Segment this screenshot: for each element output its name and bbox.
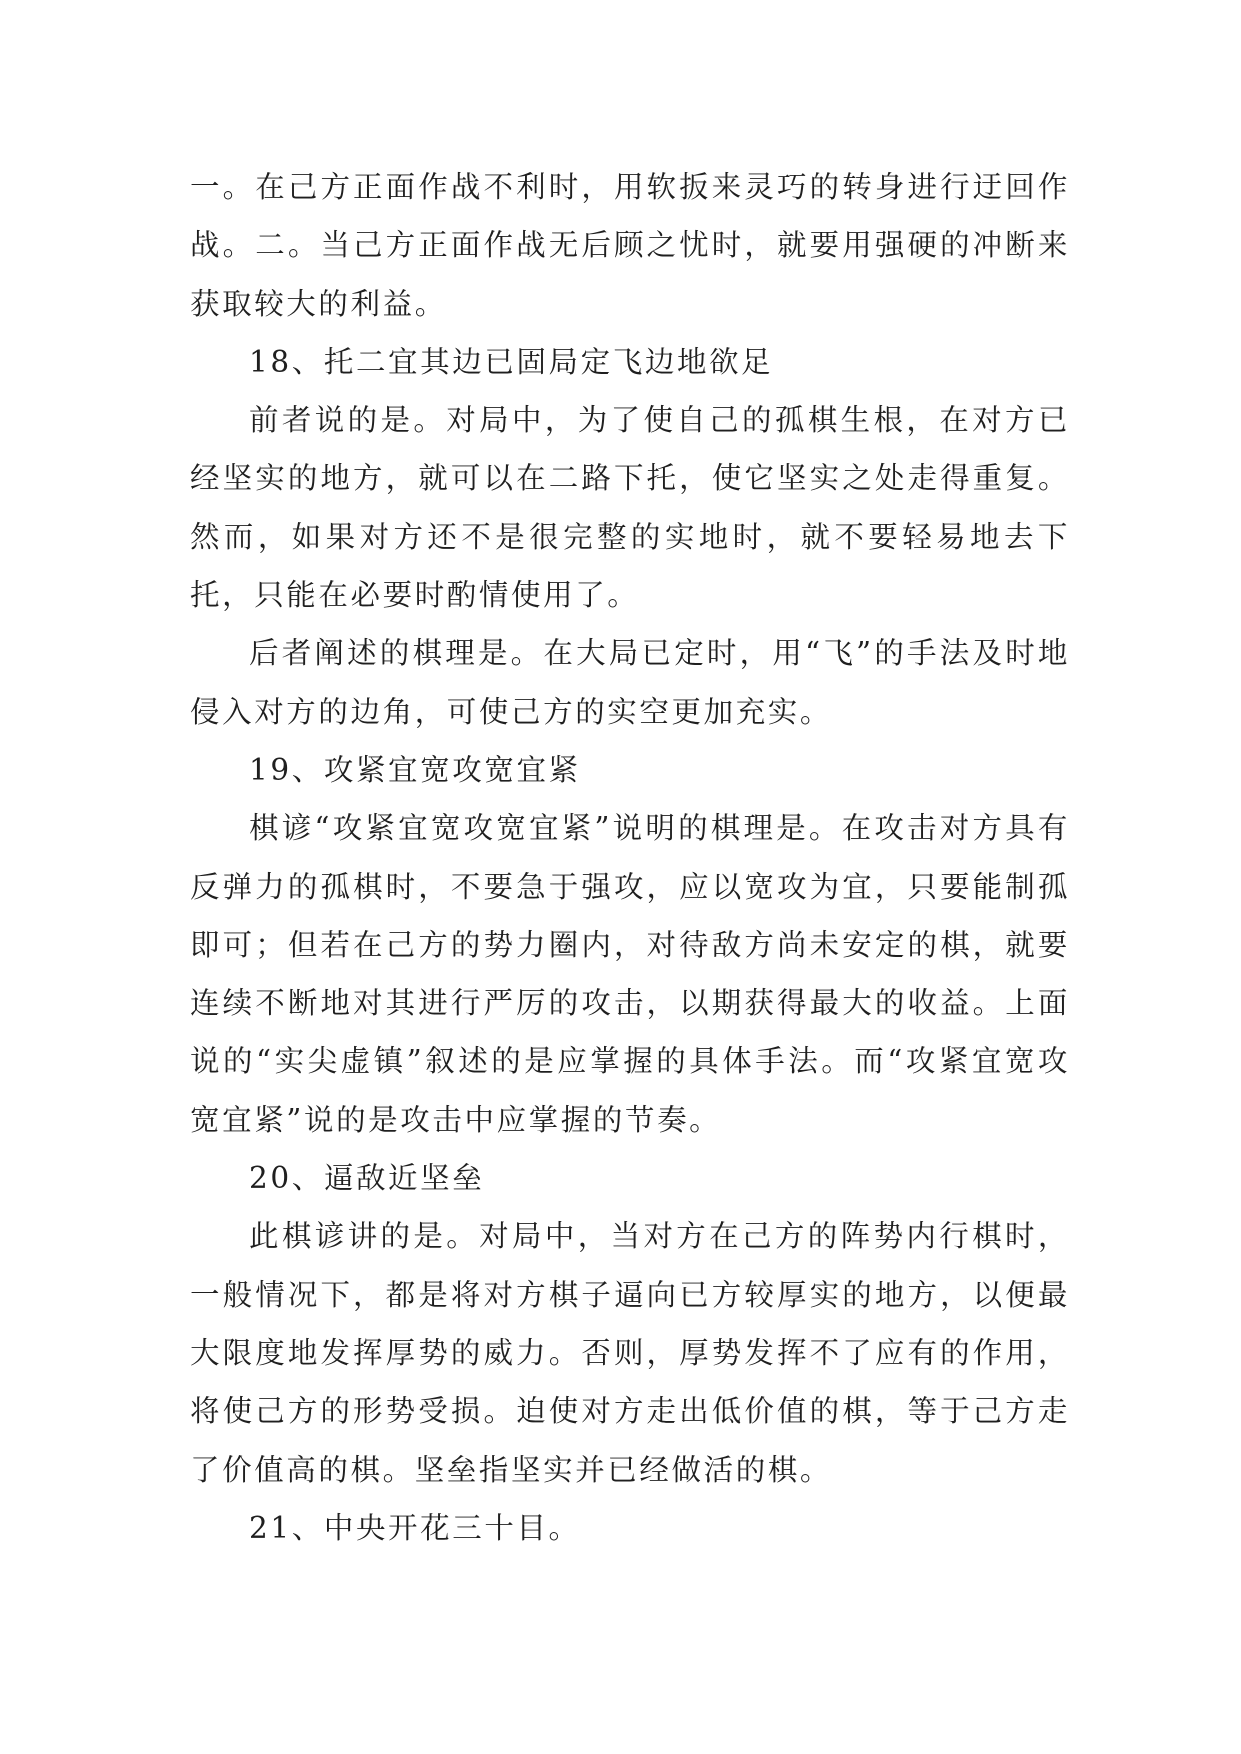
paragraph-18-b: 后者阐述的棋理是。在大局已定时，用“飞”的手法及时地侵入对方的边角，可使己方的实空更加充实。	[190, 636, 1070, 729]
paragraph-intro: 一。在己方正面作战不利时，用软扳来灵巧的转身进行迂回作战。二。当己方正面作战无后顾之忧时，就要用强硬的冲断来获取较大的利益。	[190, 170, 1070, 321]
section-heading-20: 20、逼敌近坚垒	[249, 1161, 485, 1196]
section-heading-21: 21、中央开花三十目。	[249, 1510, 581, 1545]
section-heading-18: 18、托二宜其边已固局定飞边地欲足	[249, 344, 774, 379]
paragraph-18-a: 前者说的是。对局中，为了使自己的孤棋生根，在对方已经坚实的地方，就可以在二路下托，使它坚实之处走得重复。然而，如果对方还不是很完整的实地时，就不要轻易地去下托，只能在必要时酌情使用了。	[190, 403, 1070, 613]
document-body	[190, 158, 1070, 1557]
section-heading-19: 19、攻紧宜宽攻宽宜紧	[249, 752, 581, 787]
paragraph-19: 棋谚“攻紧宜宽攻宽宜紧”说明的棋理是。在攻击对方具有反弹力的孤棋时，不要急于强攻，应以宽攻为宜，只要能制孤即可；但若在己方的势力圈内，对待敌方尚未安定的棋，就要连续不断地对其进行严厉的攻击，以期获得最大的收益。上面说的“实尖虚镇”叙述的是应掌握的具体手法。而“攻紧宜宽攻宽宜紧”说的是攻击中应掌握的节奏。	[190, 811, 1070, 1137]
paragraph-20: 此棋谚讲的是。对局中，当对方在己方的阵势内行棋时，一般情况下，都是将对方棋子逼向已方较厚实的地方，以便最大限度地发挥厚势的威力。否则，厚势发挥不了应有的作用，将使己方的形势受损。迫使对方走出低价值的棋，等于己方走了价值高的棋。坚垒指坚实并已经做活的棋。	[190, 1219, 1070, 1487]
